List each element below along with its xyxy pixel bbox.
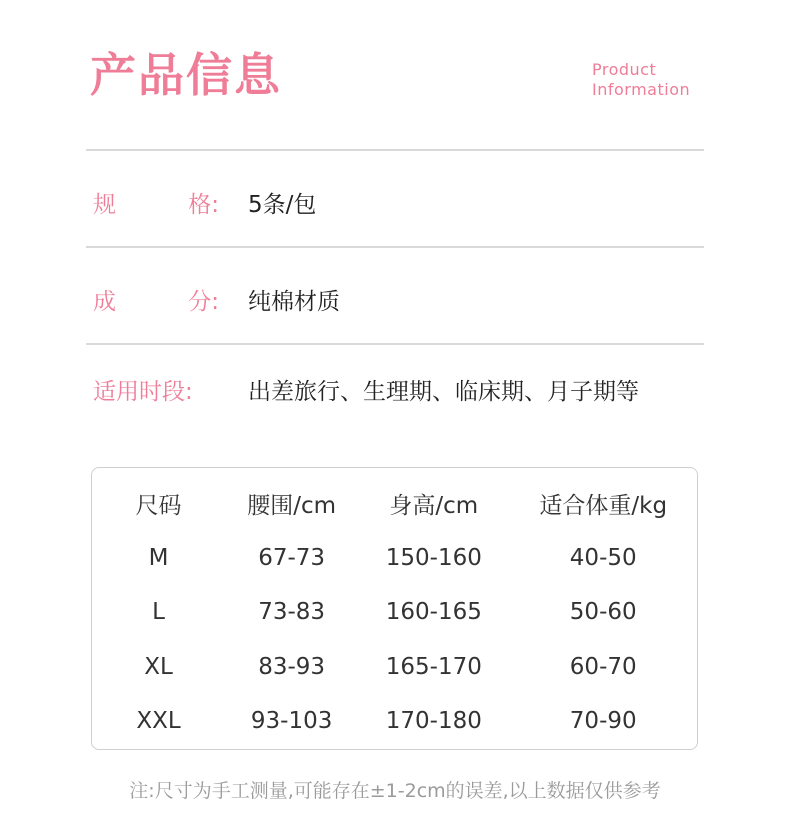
table-cell: 60-70 (569, 653, 637, 680)
spec-label (93, 186, 219, 219)
table-cell: 93-103 (250, 708, 333, 735)
page-title-en (592, 60, 690, 100)
column-header: 腰围/cm (247, 492, 337, 519)
column-header: 尺码 (135, 492, 182, 519)
table-cell: 170-180 (385, 708, 482, 735)
title-en-line2: Information (592, 80, 691, 99)
table-cell: 83-93 (258, 653, 326, 680)
table-cell: 50-60 (569, 599, 637, 626)
table-row (92, 585, 697, 640)
size-chart (91, 467, 698, 750)
table-cell: 67-73 (258, 544, 326, 571)
divider (86, 343, 704, 345)
table-header-row (92, 476, 697, 531)
table-cell: 165-170 (385, 653, 482, 680)
spec-row-size (93, 186, 316, 218)
divider (86, 246, 704, 248)
table-row (92, 531, 697, 586)
measurement-note: 注:尺寸为手工测量,可能存在±1-2cm的误差,以上数据仅供参考 (129, 780, 661, 802)
spec-row-usage (93, 373, 639, 405)
table-cell: 70-90 (569, 708, 637, 735)
table-row (92, 640, 697, 695)
table-cell: XL (144, 653, 173, 680)
table-cell: M (148, 544, 169, 571)
table-cell: 40-50 (569, 544, 637, 571)
page-title: 产品信息 (90, 48, 282, 102)
spec-value: 纯棉材质 (248, 288, 340, 315)
title-en-line1: Product (592, 60, 657, 79)
spec-label (93, 283, 219, 316)
table-cell: L (152, 599, 165, 626)
spec-label-char: 分: (188, 288, 219, 315)
spec-label: 适用时段: (93, 378, 193, 405)
divider (86, 149, 704, 151)
size-table (92, 476, 697, 749)
table-cell: 160-165 (385, 599, 482, 626)
column-header: 身高/cm (389, 492, 479, 519)
spec-label-char: 规 (93, 191, 116, 218)
table-row (92, 694, 697, 749)
column-header: 适合体重/kg (539, 492, 668, 519)
table-cell: XXL (136, 708, 181, 735)
spec-label-char: 成 (93, 288, 116, 315)
table-cell: 150-160 (385, 544, 482, 571)
table-cell: 73-83 (258, 599, 326, 626)
spec-label-char: 格: (188, 191, 219, 218)
spec-value: 5条/包 (248, 191, 317, 218)
spec-row-material (93, 283, 340, 315)
spec-value: 出差旅行、生理期、临床期、月子期等 (248, 378, 639, 405)
